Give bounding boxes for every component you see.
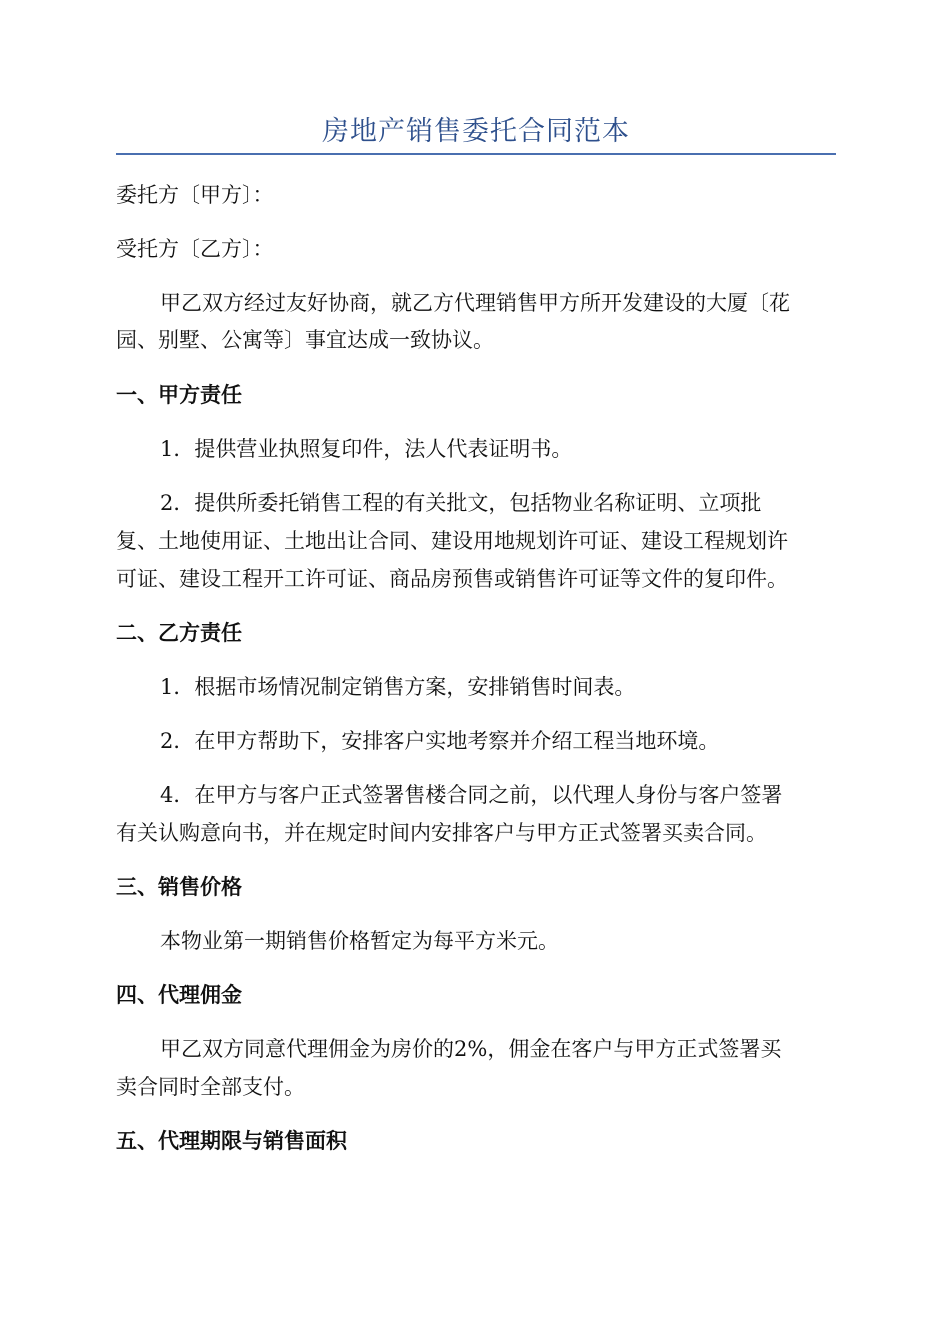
section-3-heading: 三、销售价格 xyxy=(116,875,242,899)
section-1-item-1: 1．提供营业执照复印件，法人代表证明书。 xyxy=(160,437,573,461)
section-1-heading: 一、甲方责任 xyxy=(116,383,242,407)
document-title: 房地产销售委托合同范本 xyxy=(322,116,630,147)
section-3-text: 本物业第一期销售价格暂定为每平方米元。 xyxy=(160,929,559,953)
section-2-heading: 二、乙方责任 xyxy=(116,621,242,645)
section-5-heading: 五、代理期限与销售面积 xyxy=(116,1129,347,1153)
party-b-label: 受托方〔乙方〕： xyxy=(116,237,274,261)
intro-line-2: 园、别墅、公寓等〕事宜达成一致协议。 xyxy=(116,328,494,352)
section-2-item-4-line-1: 4．在甲方与客户正式签署售楼合同之前，以代理人身份与客户签署 xyxy=(160,783,783,807)
intro-line-1: 甲乙双方经过友好协商，就乙方代理销售甲方所开发建设的大厦〔花 xyxy=(160,291,790,315)
party-a-label: 委托方〔甲方〕： xyxy=(116,183,274,207)
section-1-item-2-line-2: 复、土地使用证、土地出让合同、建设用地规划许可证、建设工程规划许 xyxy=(116,529,788,553)
section-2-item-2: 2．在甲方帮助下，安排客户实地考察并介绍工程当地环境。 xyxy=(160,729,720,753)
section-2-item-4-line-2: 有关认购意向书，并在规定时间内安排客户与甲方正式签署买卖合同。 xyxy=(116,821,767,845)
section-4-text-line-2: 卖合同时全部支付。 xyxy=(116,1075,305,1099)
section-4-heading: 四、代理佣金 xyxy=(116,983,242,1007)
section-1-item-2-line-3: 可证、建设工程开工许可证、商品房预售或销售许可证等文件的复印件。 xyxy=(116,567,788,591)
title-underline xyxy=(116,153,836,155)
section-1-item-2-line-1: 2．提供所委托销售工程的有关批文，包括物业名称证明、立项批 xyxy=(160,491,762,515)
section-2-item-1: 1．根据市场情况制定销售方案，安排销售时间表。 xyxy=(160,675,636,699)
section-4-text-line-1: 甲乙双方同意代理佣金为房价的2%，佣金在客户与甲方正式签署买 xyxy=(160,1037,782,1061)
